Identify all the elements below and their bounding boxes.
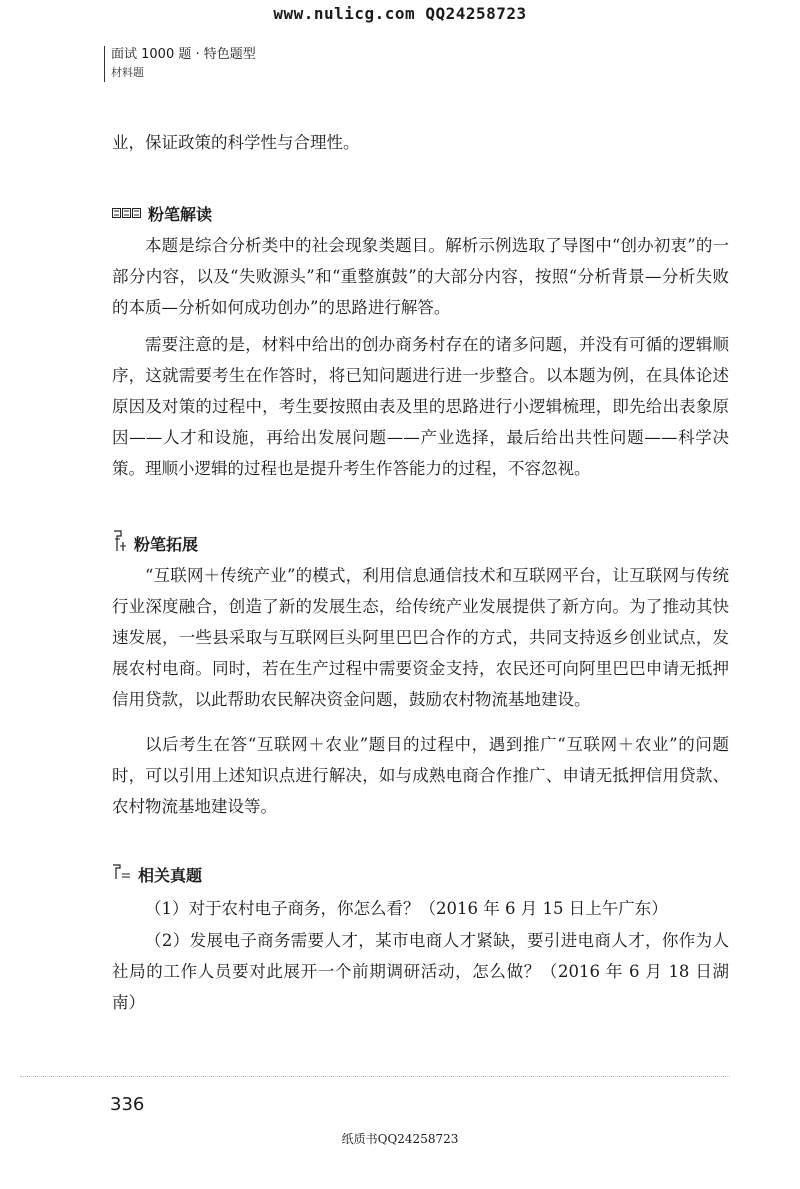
chapter-subtitle: 材料题 [111, 66, 144, 79]
watermark-bottom: 纸质书QQ24258723 [341, 1132, 459, 1146]
watermark-top: www.nulicg.com QQ24258723 [273, 4, 527, 23]
jiedu-paragraph-2: 需要注意的是，材料中给出的创办商务村存在的诸多问题，并没有可循的逻辑顺序，这就需要考生在作答时，将已知问题进行进一步整合。以本题为例，在具体论述原因及对策的过程中，考生要按照由表及里的思路进行小逻辑梳理，即先给出表象原因——人才和设施，再给出发展问题——产业选择，最后给出共性问题——科学决策。理顺小逻辑的过程也是提升考生作答能力的过程，不容忽视。 [112, 335, 729, 478]
document-icon [112, 864, 132, 884]
tuozhan-paragraph-2: 以后考生在答“互联网＋农业”题目的过程中，遇到推广“互联网＋农业”的问题时，可以引用上述知识点进行解决，如与成熟电商合作推广、申请无抵押信用贷款、农村物流基地建设等。 [112, 735, 729, 816]
intro-paragraph: 业，保证政策的科学性与合理性。 [112, 133, 360, 152]
tuozhan-paragraph-1: “互联网＋传统产业”的模式，利用信息通信技术和互联网平台，让互联网与传统行业深度融合，创造了新的发展生态，给传统产业发展提供了新方向。为了推动其快速发展，一些县采取与互联网巨头阿里巴巴合作的方式，共同支持返乡创业试点，发展农村电商。同时，若在生产过程中需要资金支持，农民还可向阿里巴巴申请无抵押信用贷款，以此帮助农民解决资金问题，鼓励农村物流基地建设。 [112, 566, 729, 709]
footer-divider [20, 1076, 730, 1078]
section-heading-zhenti [112, 861, 202, 887]
section-heading-jiedu [112, 200, 212, 226]
bookmark-icon [112, 530, 128, 556]
section-marker-icon [112, 204, 142, 223]
running-head [104, 46, 256, 82]
section-heading-tuozhan [112, 530, 198, 556]
section-title: 粉笔拓展 [134, 534, 199, 554]
section-title: 粉笔解读 [148, 204, 213, 224]
book-title: 面试 1000 题 · 特色题型 [111, 47, 256, 62]
page-number: 336 [110, 1094, 145, 1115]
jiedu-paragraph-1: 本题是综合分析类中的社会现象类题目。解析示例选取了导图中“创办初衷”的一部分内容，以及“失败源头”和“重整旗鼓”的大部分内容，按照“分析背景—分析失败的本质—分析如何成功创办”的思路进行解答。 [112, 236, 729, 317]
section-title: 相关真题 [138, 865, 203, 885]
question-1: （1）对于农村电子商务，你怎么看？（2016 年 6 月 15 日上午广东） [145, 899, 668, 918]
question-2: （2）发展电子商务需要人才，某市电商人才紧缺，要引进电商人才，你作为人社局的工作人员要对此展开一个前期调研活动，怎么做？（2016 年 6 月 18 日湖南） [112, 931, 729, 1012]
